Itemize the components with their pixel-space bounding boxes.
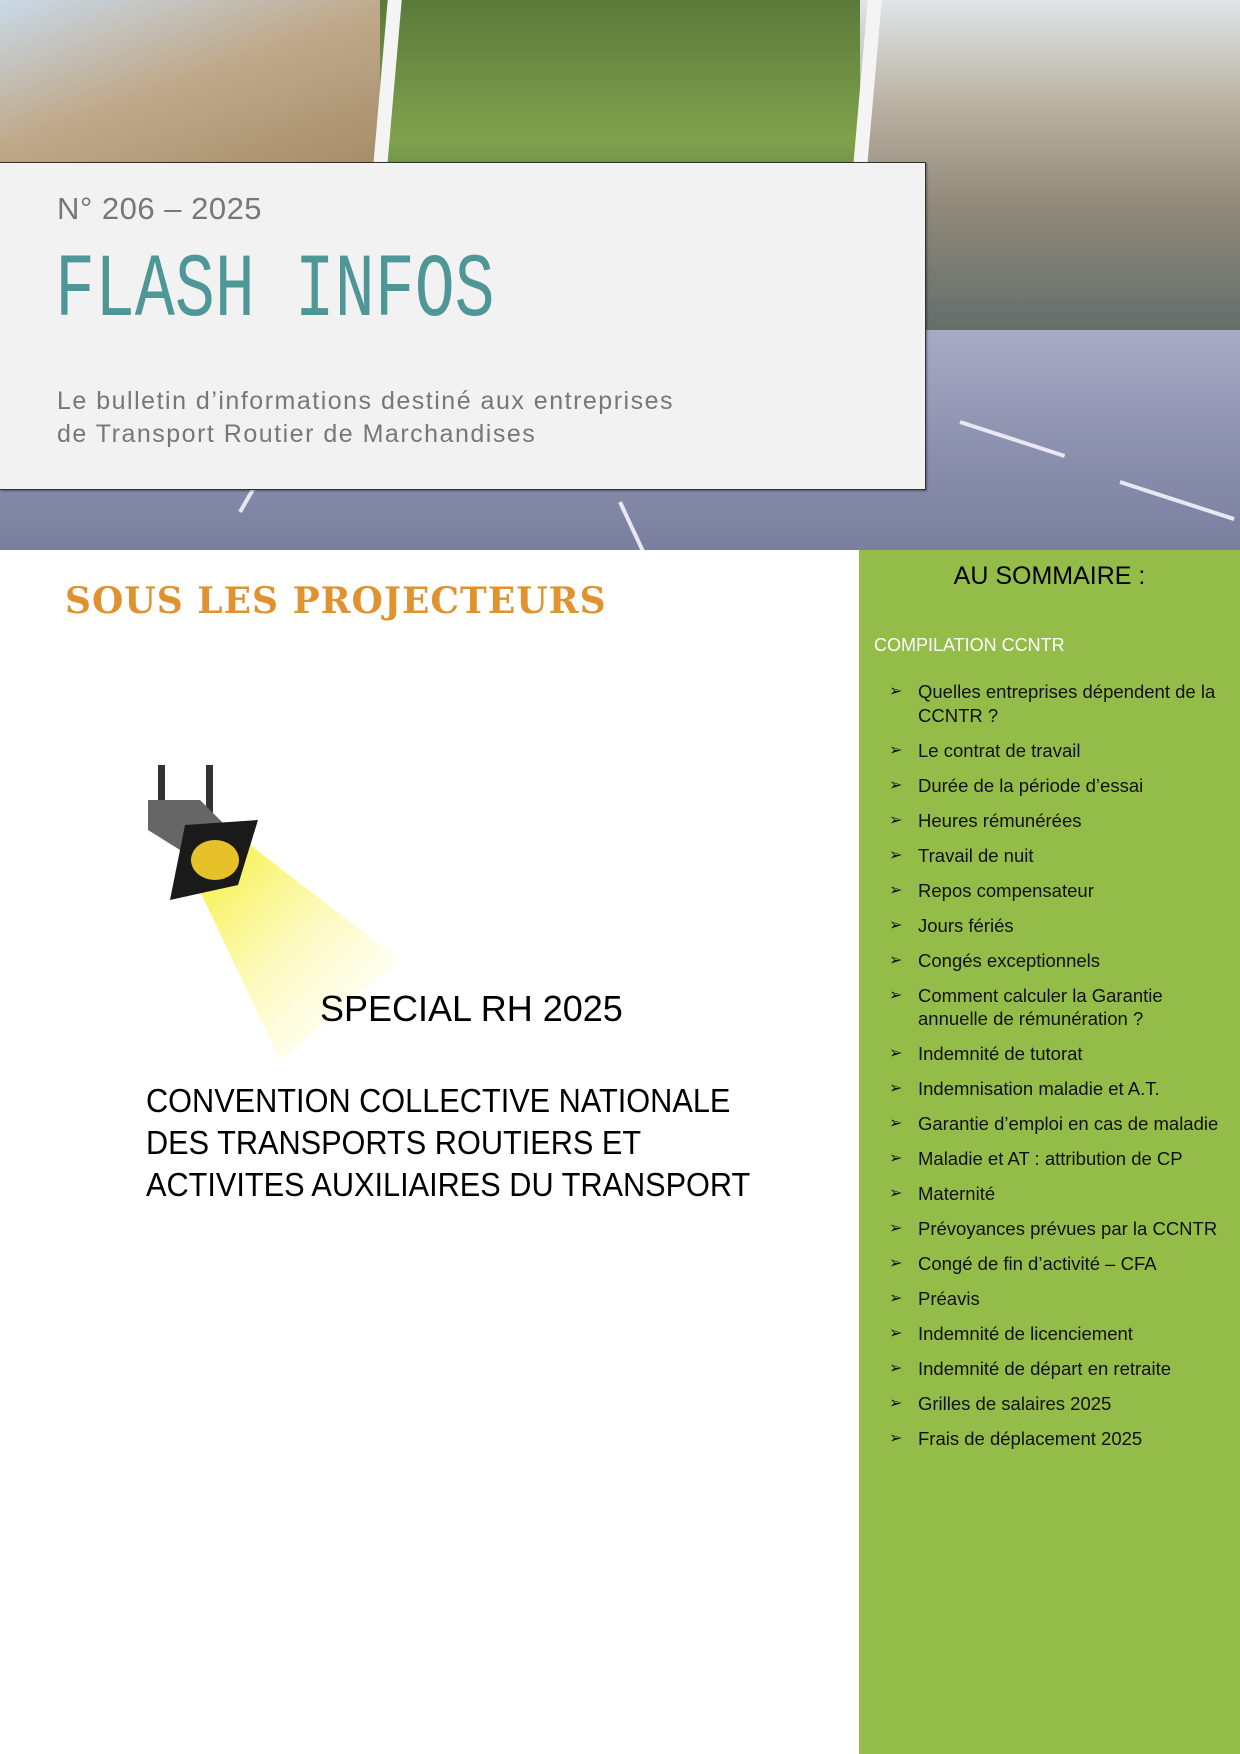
arrow-bullet-icon: ➢ [889,811,903,829]
arrow-bullet-icon: ➢ [889,916,903,934]
toc-category: COMPILATION CCNTR [874,635,1065,655]
arrow-bullet-icon: ➢ [889,1115,903,1132]
toc-list [889,680,1229,1462]
toc-item-label: Indemnisation maladie et A.T. [918,1078,1160,1099]
arrow-bullet-icon: ➢ [889,881,903,899]
toc-item-label: Grilles de salaires 2025 [918,1393,1112,1414]
arrow-bullet-icon: ➢ [889,1430,903,1447]
arrow-bullet-icon: ➢ [889,1220,903,1237]
toc-item-label: Comment calculer la Garantie annuelle de rémunération ? [918,984,1163,1029]
toc-item-label: Prévoyances prévues par la CCNTR [918,1218,1218,1239]
toc-item-label: Préavis [918,1288,980,1309]
toc-item-label: Indemnité de tutorat [918,1043,1083,1064]
arrow-bullet-icon: ➢ [889,1360,903,1377]
toc-item-label: Indemnité de départ en retraite [918,1358,1171,1379]
arrow-bullet-icon: ➢ [889,986,903,1004]
toc-item-label: Le contrat de travail [918,739,1081,761]
toc-item[interactable] [889,1287,1229,1311]
toc-item-label: Maternité [918,1183,996,1204]
toc-item[interactable] [889,680,1229,727]
arrow-bullet-icon: ➢ [889,741,903,759]
arrow-bullet-icon: ➢ [889,683,903,700]
toc-item[interactable] [889,1182,1229,1206]
toc-item-label: Jours fériés [918,914,1014,936]
toc-item[interactable] [889,1252,1229,1276]
masthead-box [0,162,926,490]
convention-line: ACTIVITES AUXILIAIRES DU TRANSPORT [146,1166,751,1203]
toc-item[interactable] [889,1112,1229,1136]
newsletter-subtitle [57,385,674,451]
section-title: SOUS LES PROJECTEURS [65,580,607,622]
toc-item[interactable] [889,844,1229,868]
subtitle-line: de Transport Routier de Marchandises [57,420,537,448]
toc-item-label: Quelles entreprises dépendent de la CCNTR ? [918,681,1216,726]
arrow-bullet-icon: ➢ [889,1325,903,1342]
arrow-bullet-icon: ➢ [889,1290,903,1307]
toc-item-label: Repos compensateur [918,879,1094,901]
toc-heading: AU SOMMAIRE : [953,562,1146,590]
convention-line: DES TRANSPORTS ROUTIERS ET [146,1124,642,1161]
toc-item[interactable] [889,1217,1229,1241]
convention-line: CONVENTION COLLECTIVE NATIONALE [146,1082,731,1119]
toc-item-label: Travail de nuit [918,844,1034,866]
arrow-bullet-icon: ➢ [889,1185,903,1202]
toc-item-label: Durée de la période d’essai [918,774,1144,796]
header-photo-collage [0,0,1240,550]
toc-item[interactable] [889,879,1229,903]
toc-item[interactable] [889,774,1229,798]
toc-item[interactable] [889,1392,1229,1416]
arrow-bullet-icon: ➢ [889,1045,903,1062]
arrow-bullet-icon: ➢ [889,951,903,969]
toc-item[interactable] [889,1357,1229,1381]
arrow-bullet-icon: ➢ [889,776,903,794]
arrow-bullet-icon: ➢ [889,1395,903,1412]
arrow-bullet-icon: ➢ [889,1150,903,1167]
toc-item[interactable] [889,809,1229,833]
toc-item-label: Maladie et AT : attribution de CP [918,1148,1183,1169]
issue-number: N° 206 – 2025 [57,191,263,226]
toc-item-label: Heures rémunérées [918,809,1082,831]
toc-item[interactable] [889,914,1229,938]
toc-item[interactable] [889,1427,1229,1451]
table-of-contents [859,550,1240,1754]
arrow-bullet-icon: ➢ [889,846,903,864]
toc-item[interactable] [889,739,1229,763]
toc-item[interactable] [889,1042,1229,1066]
toc-item-label: Garantie d’emploi en cas de maladie [918,1113,1219,1134]
subtitle-line: Le bulletin d’informations destiné aux entreprises [57,387,674,415]
toc-item-label: Frais de déplacement 2025 [918,1428,1143,1449]
newsletter-title: FLASH INFOS [55,241,495,343]
special-label: SPECIAL RH 2025 [320,988,623,1029]
toc-item-label: Congés exceptionnels [918,949,1101,971]
toc-item[interactable] [889,949,1229,973]
toc-item[interactable] [889,984,1229,1031]
convention-title [146,1080,750,1206]
arrow-bullet-icon: ➢ [889,1255,903,1272]
toc-item[interactable] [889,1147,1229,1171]
toc-item-label: Indemnité de licenciement [918,1323,1133,1344]
arrow-bullet-icon: ➢ [889,1080,903,1097]
toc-item[interactable] [889,1077,1229,1101]
toc-item-label: Congé de fin d’activité – CFA [918,1253,1157,1274]
toc-item[interactable] [889,1322,1229,1346]
